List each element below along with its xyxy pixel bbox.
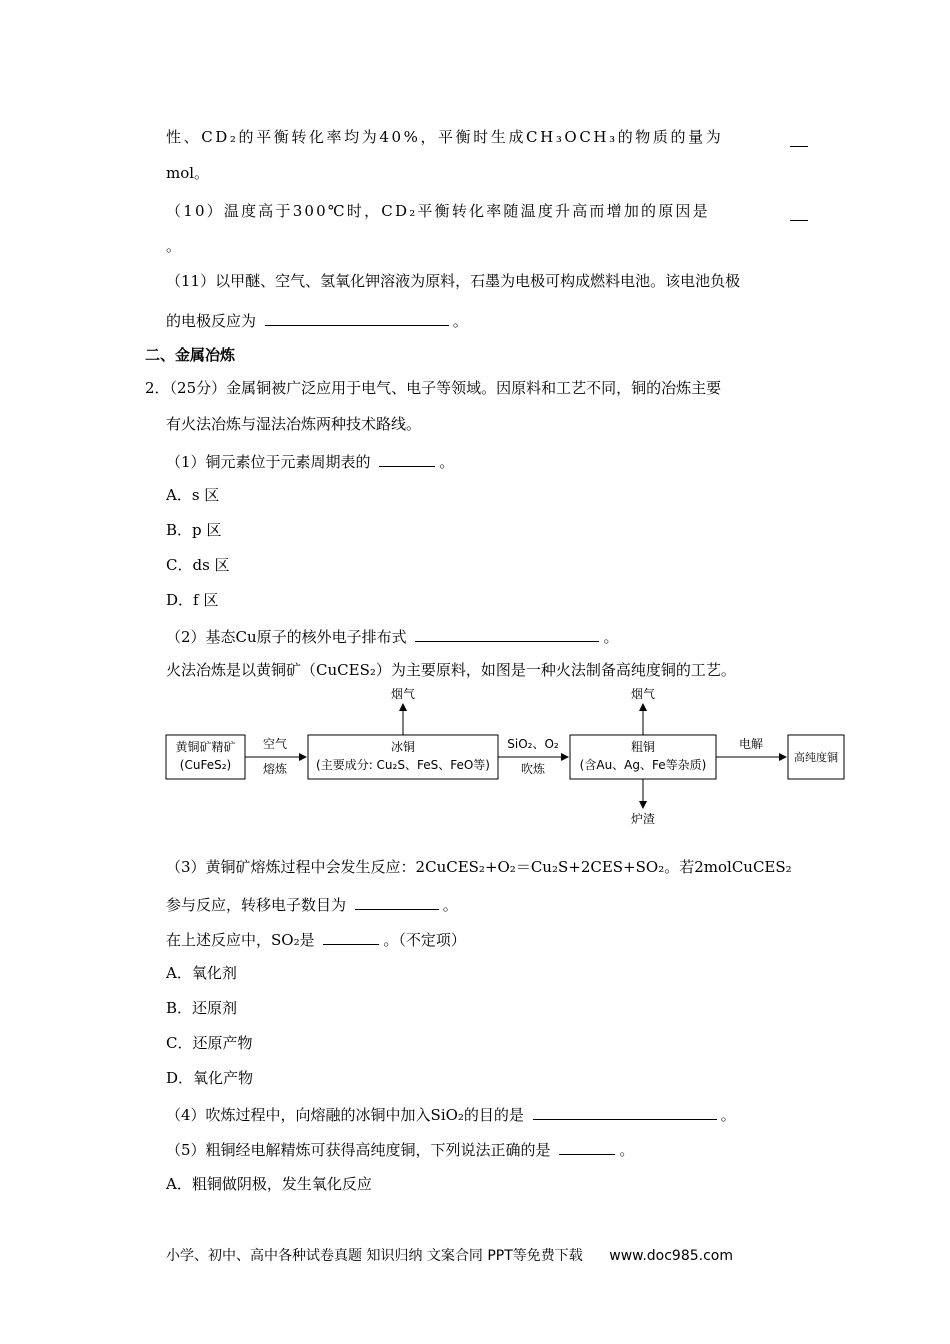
q2-3-prefix: 参与反应，转移电子数目为 bbox=[166, 896, 347, 914]
smoke-label-1: 烟气 bbox=[390, 687, 416, 701]
option-c[interactable]: C．还原产物 bbox=[166, 1034, 253, 1052]
box4-label: 高纯度铜 bbox=[794, 751, 838, 764]
box2-composition: (主要成分: Cu₂S、FeS、FeO等) bbox=[316, 758, 490, 772]
answer-blank[interactable] bbox=[415, 625, 599, 642]
option-d[interactable]: D．氧化产物 bbox=[166, 1069, 254, 1087]
q2-intro-line2: 有火法冶炼与湿法冶炼两种技术路线。 bbox=[166, 415, 422, 433]
box3-label: 粗铜 bbox=[630, 740, 656, 754]
q2-5-suffix: 。 bbox=[619, 1141, 635, 1159]
box1-label: 黄铜矿精矿 bbox=[175, 740, 236, 754]
answer-blank[interactable] bbox=[323, 928, 379, 945]
q1-10-end: 。 bbox=[166, 237, 182, 255]
option-b[interactable]: B．还原剂 bbox=[166, 999, 238, 1017]
answer-blank[interactable] bbox=[559, 1138, 615, 1155]
option-a[interactable]: A．氧化剂 bbox=[166, 964, 237, 982]
q1-11-line2 bbox=[166, 309, 468, 331]
q1-line1 bbox=[166, 127, 723, 147]
q2-2-line bbox=[166, 625, 618, 647]
box3-impurities: (含Au、Ag、Fe等杂质) bbox=[579, 758, 707, 772]
q1-line1-text: 性、CD₂的平衡转化率均为40%，平衡时生成CH₃OCH₃的物质的量为 bbox=[166, 128, 724, 146]
fire-intro: 火法冶炼是以黄铜矿（CuCES₂）为主要原料，如图是一种火法制备高纯度铜的工艺。 bbox=[166, 661, 736, 679]
q2-1-suffix: 。 bbox=[439, 453, 455, 471]
q1-11-suffix: 。 bbox=[452, 312, 468, 330]
answer-blank[interactable] bbox=[790, 130, 808, 147]
answer-blank[interactable] bbox=[533, 1103, 717, 1120]
option-d[interactable]: D．f 区 bbox=[166, 591, 219, 609]
option-a[interactable]: A．粗铜做阴极，发生氧化反应 bbox=[166, 1175, 372, 1193]
option-c[interactable]: C．ds 区 bbox=[166, 556, 230, 574]
so2-suffix: 。（不定项） bbox=[383, 931, 466, 949]
arrow2-bottom-label: 吹炼 bbox=[520, 762, 546, 776]
q1-10-line bbox=[166, 201, 710, 221]
footer-text: 小学、初中、高中各种试卷真题 知识归纳 文案合同 PPT等免费下载 bbox=[166, 1248, 583, 1264]
slag-label: 炉渣 bbox=[630, 812, 656, 826]
q2-3-line1: （3）黄铜矿熔炼过程中会发生反应：2CuCES₂+O₂＝Cu₂S+2CES+SO₂。若2molCuCES₂ bbox=[166, 858, 792, 876]
box2-label: 冰铜 bbox=[390, 740, 416, 754]
q2-5-prefix: （5）粗铜经电解精炼可获得高纯度铜，下列说法正确的是 bbox=[166, 1141, 551, 1159]
q2-3-line2 bbox=[166, 893, 458, 915]
answer-blank[interactable] bbox=[379, 450, 435, 467]
option-a[interactable]: A．s 区 bbox=[166, 486, 220, 504]
smoke-label-2: 烟气 bbox=[630, 687, 656, 701]
q1-11-prefix: 的电极反应为 bbox=[166, 312, 257, 330]
arrow1-top-label: 空气 bbox=[262, 737, 288, 751]
page-footer bbox=[166, 1245, 733, 1265]
process-flow-diagram bbox=[160, 680, 860, 830]
q2-2-suffix: 。 bbox=[603, 628, 619, 646]
q2-5-line bbox=[166, 1138, 634, 1160]
option-b[interactable]: B．p 区 bbox=[166, 521, 222, 539]
footer-url[interactable]: www.doc985.com bbox=[609, 1248, 733, 1264]
arrow1-bottom-label: 熔炼 bbox=[262, 762, 288, 776]
arrow3-top-label: 电解 bbox=[738, 737, 764, 751]
section-title: 二、金属冶炼 bbox=[145, 346, 236, 364]
q2-1-line bbox=[166, 450, 454, 472]
q2-4-suffix: 。 bbox=[720, 1106, 736, 1124]
q2-1-prefix: （1）铜元素位于元素周期表的 bbox=[166, 453, 371, 471]
q2-4-prefix: （4）吹炼过程中，向熔融的冰铜中加入SiO₂的目的是 bbox=[166, 1106, 524, 1124]
q2-2-prefix: （2）基态Cu原子的核外电子排布式 bbox=[166, 628, 407, 646]
box1-formula: (CuFeS₂) bbox=[179, 758, 232, 772]
answer-blank[interactable] bbox=[265, 309, 449, 326]
q2-intro-line1: 2．（25分）金属铜被广泛应用于电气、电子等领域。因原料和工艺不同，铜的冶炼主要 bbox=[145, 379, 722, 397]
q1-10-text: （10）温度高于300℃时，CD₂平衡转化率随温度升高而增加的原因是 bbox=[166, 202, 710, 220]
so2-line bbox=[166, 928, 466, 950]
q1-11-line1: （11）以甲醚、空气、氢氧化钾溶液为原料，石墨为电极可构成燃料电池。该电池负极 bbox=[166, 272, 741, 290]
q1-line2: mol。 bbox=[166, 164, 210, 182]
so2-prefix: 在上述反应中，SO₂是 bbox=[166, 931, 315, 949]
answer-blank[interactable] bbox=[790, 204, 808, 221]
q2-4-line bbox=[166, 1103, 736, 1125]
answer-blank[interactable] bbox=[355, 893, 439, 910]
q2-3-suffix: 。 bbox=[442, 896, 458, 914]
arrow2-top-label: SiO₂、O₂ bbox=[507, 737, 559, 751]
